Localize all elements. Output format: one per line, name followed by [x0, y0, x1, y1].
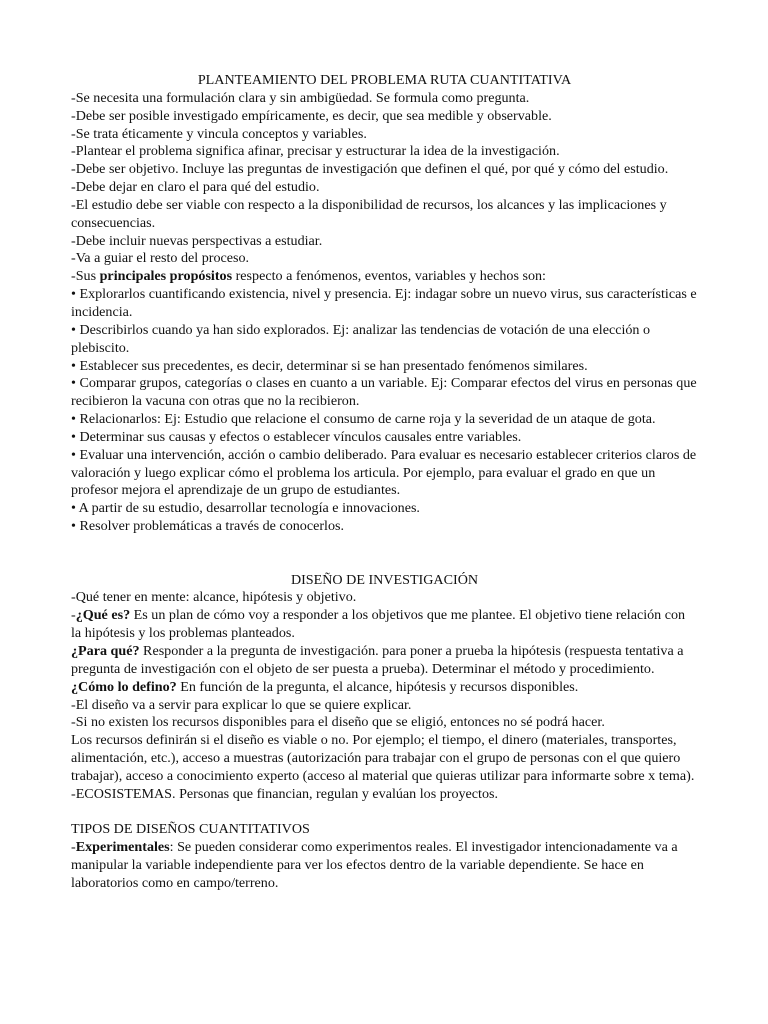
- bullet-item: • Explorarlos cuantificando existencia, nivel y presencia. Ej: indagar sobre un nuevo virus, sus características e incidencia.: [71, 286, 697, 320]
- purposes-intro-bold: principales propósitos: [99, 268, 233, 285]
- paragraph-line: -Va a guiar el resto del proceso.: [71, 250, 250, 267]
- purposes-intro: [71, 268, 698, 286]
- paragraph-line: -Qué tener en mente: alcance, hipótesis y objetivo.: [71, 589, 357, 606]
- experimentales-text: : Se pueden considerar como experimentos reales. El investigador intencionadamente va a manipular la variable independiente para ver los efectos dentro de la variable dependiente. Se hace en laboratorios como en campo/terreno.: [71, 839, 678, 891]
- paragraph-line: -Debe dejar en claro el para qué del estudio.: [71, 179, 320, 196]
- como-paragraph: [71, 679, 698, 697]
- paragraph-line: -Debe ser posible investigado empíricamente, es decir, que sea medible y observable.: [71, 107, 552, 124]
- section-spacer: [71, 536, 698, 572]
- paragraph-line: -ECOSISTEMAS. Personas que financian, regulan y evalúan los proyectos.: [71, 785, 499, 802]
- paragraph-line: -Se necesita una formulación clara y sin ambigüedad. Se formula como pregunta.: [71, 89, 530, 106]
- section-spacer: [71, 804, 698, 822]
- paragraph-line: -Plantear el problema significa afinar, precisar y estructurar la idea de la investigación.: [71, 143, 560, 160]
- bullet-item: • Resolver problemáticas a través de conocerlos.: [71, 518, 345, 535]
- bullet-item: • A partir de su estudio, desarrollar tecnología e innovaciones.: [71, 500, 420, 517]
- bullet-item: • Evaluar una intervención, acción o cambio deliberado. Para evaluar es necesario establecer criterios claros de valoración y luego explicar cómo el problema los articula. Por ejemplo, para evaluar el grado en que un profesor mejora el aprendizaje de un grupo de estudiantes.: [71, 446, 697, 499]
- que-es-prefix: -: [71, 607, 76, 624]
- section-title-diseno: DISEÑO DE INVESTIGACIÓN: [290, 571, 479, 588]
- para-que-text: Responder a la pregunta de investigación. para poner a prueba la hipótesis (respuesta tentativa a pregunta de investigación con el objeto de ser puesta a prueba). Determinar el método y procedimiento.: [71, 643, 684, 677]
- paragraph-line: -El estudio debe ser viable con respecto a la disponibilidad de recursos, los alcances y las implicaciones y consecuencias.: [71, 196, 667, 231]
- paragraph-line: -Se trata éticamente y vincula conceptos y variables.: [71, 125, 367, 142]
- como-text: En función de la pregunta, el alcance, hipótesis y recursos disponibles.: [176, 678, 579, 695]
- para-que-bold: ¿Para qué?: [71, 643, 140, 659]
- paragraph-line: -Si no existen los recursos disponibles para el diseño que se eligió, entonces no sé podrá hacer.: [71, 714, 605, 731]
- bullet-item: • Describirlos cuando ya han sido explorados. Ej: analizar las tendencias de votación de una elección o plebiscito.: [71, 321, 651, 356]
- para-que-paragraph: [71, 643, 698, 679]
- section-title-planteamiento: PLANTEAMIENTO DEL PROBLEMA RUTA CUANTITATIVA: [197, 72, 572, 88]
- section-title-tipos: TIPOS DE DISEÑOS CUANTITATIVOS: [71, 821, 310, 838]
- paragraph-line: -El diseño va a servir para explicar lo que se quiere explicar.: [71, 696, 412, 713]
- bullet-item: • Establecer sus precedentes, es decir, determinar si se han presentado fenómenos similares.: [71, 357, 588, 374]
- bullet-item: • Relacionarlos: Ej: Estudio que relacione el consumo de carne roja y la severidad de un ataque de gota.: [71, 411, 656, 428]
- como-bold: ¿Cómo lo defino?: [71, 678, 177, 695]
- experimentales-prefix: -: [71, 839, 76, 856]
- paragraph-line: -Debe incluir nuevas perspectivas a estudiar.: [71, 232, 323, 249]
- experimentales-bold: Experimentales: [75, 839, 170, 856]
- bullet-item: • Comparar grupos, categorías o clases en cuanto a un variable. Ej: Comparar efectos del virus en personas que recibieron la vacuna con otras que no la recibieron.: [71, 375, 697, 410]
- paragraph-line: -Debe ser objetivo. Incluye las preguntas de investigación que definen el qué, por qué y cómo del estudio.: [71, 161, 669, 178]
- que-es-bold: ¿Qué es?: [75, 607, 131, 624]
- bullet-item: • Determinar sus causas y efectos o establecer vínculos causales entre variables.: [71, 428, 522, 445]
- paragraph-line: Los recursos definirán si el diseño es viable o no. Por ejemplo; el tiempo, el dinero (materiales, transportes, alimentación, etc.), acceso a muestras (autorización para trabajar con el grupo de personas con el que quiero trabajar), acceso a conocimiento experto (acceso al material que quieras utilizar para informarte sobre x tema).: [71, 732, 695, 784]
- experimentales-paragraph: [71, 839, 698, 893]
- purposes-intro-suffix: respecto a fenómenos, eventos, variables y hechos son:: [232, 268, 546, 285]
- que-es-text: Es un plan de cómo voy a responder a los objetivos que me plantee. El objetivo tiene relación con la hipótesis y los problemas planteados.: [71, 607, 686, 642]
- purposes-intro-prefix: -Sus: [71, 268, 100, 285]
- que-es-paragraph: [71, 607, 698, 643]
